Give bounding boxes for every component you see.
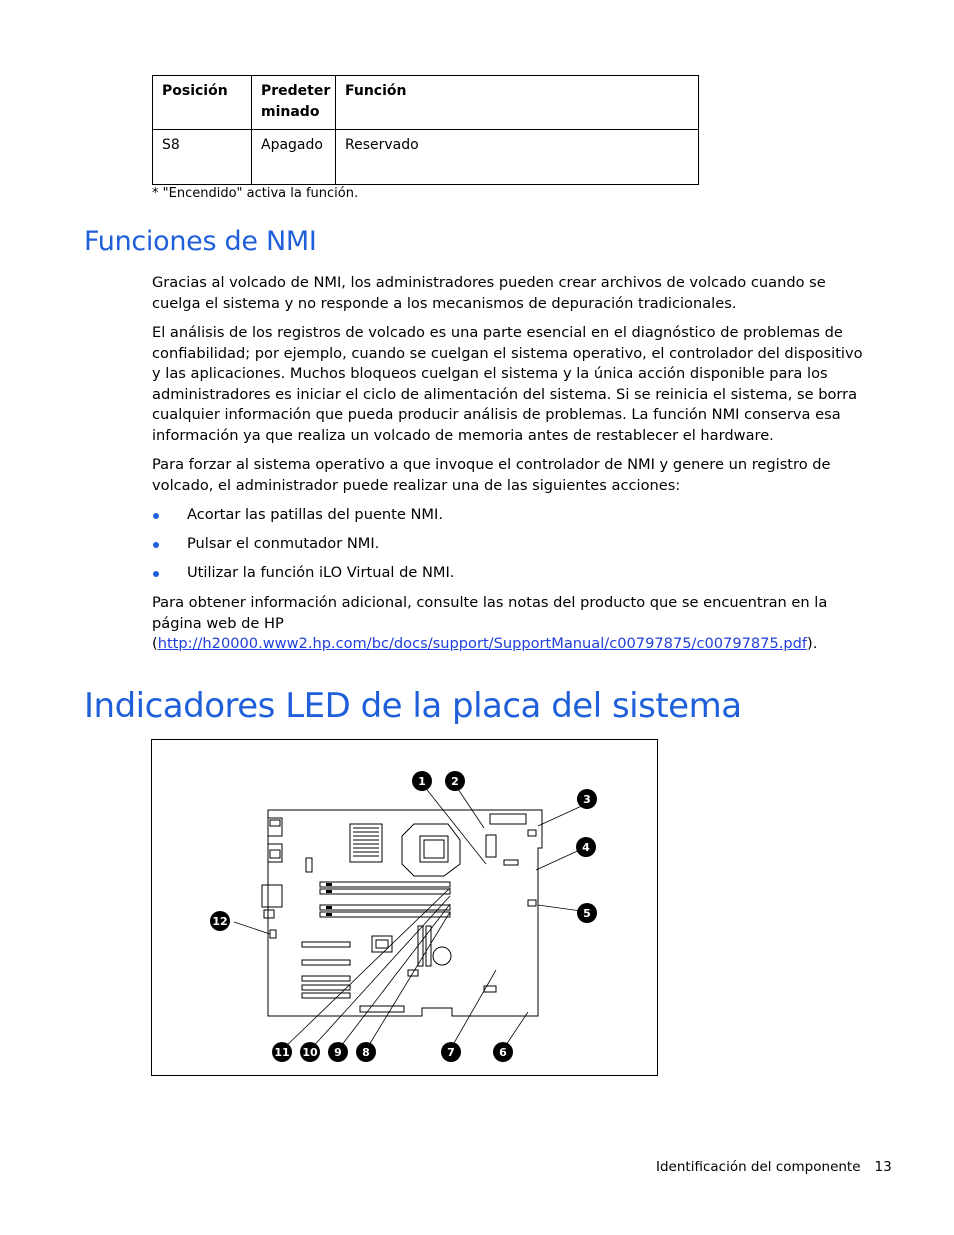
svg-text:6: 6 [499, 1046, 507, 1059]
more-info-suffix: ). [807, 635, 818, 653]
callout-8 [356, 1042, 376, 1062]
callout-12 [210, 911, 230, 931]
header-predeterminado [252, 76, 336, 130]
svg-text:8: 8 [362, 1046, 370, 1059]
list-item [152, 505, 454, 534]
svg-text:9: 9 [334, 1046, 342, 1059]
cell-predeterminado: Apagado [252, 130, 336, 185]
section-title-led: Indicadores LED de la placa del sistema [84, 686, 742, 726]
callout-10 [300, 1042, 320, 1062]
callout-11 [272, 1042, 292, 1062]
svg-text:2: 2 [451, 775, 459, 788]
table-row [153, 130, 699, 185]
svg-text:3: 3 [583, 793, 591, 806]
svg-text:1: 1 [418, 775, 426, 788]
svg-text:11: 11 [274, 1046, 290, 1059]
svg-text:4: 4 [582, 841, 590, 854]
callout-9 [328, 1042, 348, 1062]
table-footnote: * "Encendido" activa la función. [152, 186, 359, 201]
more-info-prefix: Para obtener información adicional, consulte las notas del producto que se encuentran en la página web de HP ( [152, 594, 828, 653]
callout-3 [577, 789, 597, 809]
list-item-text: Utilizar la función iLO Virtual de NMI. [187, 564, 455, 581]
callout-1 [412, 771, 432, 791]
header-predeterminado-text: Predeter minado [261, 83, 331, 120]
svg-text:5: 5 [583, 907, 591, 920]
callout-5 [577, 903, 597, 923]
bullet-icon [153, 542, 159, 548]
svg-text:10: 10 [302, 1046, 318, 1059]
header-posicion: Posición [153, 76, 252, 130]
svg-text:7: 7 [447, 1046, 455, 1059]
system-board-diagram [152, 740, 657, 1075]
list-item [152, 563, 454, 592]
footer-section: Identificación del componente [656, 1159, 861, 1175]
nmi-actions-list [152, 505, 454, 592]
callout-2 [445, 771, 465, 791]
list-item [152, 534, 454, 563]
section-title-nmi: Funciones de NMI [84, 226, 317, 257]
bullet-icon [153, 571, 159, 577]
cell-posicion: S8 [153, 130, 252, 185]
cell-funcion: Reservado [336, 130, 699, 185]
paragraph-nmi-actions: Para forzar al sistema operativo a que invoque el controlador de NMI y genere un registro de volcado, el administrador puede realizar una de las siguientes acciones: [152, 456, 831, 494]
bullet-icon [153, 513, 159, 519]
system-board-led-figure [151, 739, 658, 1076]
paragraph-nmi-intro: Gracias al volcado de NMI, los administradores pueden crear archivos de volcado cuando se cuelga el sistema y no responde a los mecanismos de depuración tradicionales. [152, 274, 826, 312]
svg-text:12: 12 [212, 915, 228, 928]
callout-7 [441, 1042, 461, 1062]
hp-manual-link[interactable]: http://h20000.www2.hp.com/bc/docs/support/SupportManual/c00797875/c00797875.pdf [157, 635, 808, 653]
page-footer [656, 1159, 892, 1175]
list-item-text: Pulsar el conmutador NMI. [187, 535, 380, 552]
paragraph-nmi-more-info [152, 593, 868, 655]
page-number: 13 [874, 1159, 892, 1175]
switch-settings-table [152, 75, 699, 185]
callout-6 [493, 1042, 513, 1062]
table-header-row [153, 76, 699, 130]
header-funcion: Función [336, 76, 699, 130]
list-item-text: Acortar las patillas del puente NMI. [187, 506, 443, 523]
paragraph-nmi-analysis: El análisis de los registros de volcado es una parte esencial en el diagnóstico de problemas de confiabilidad; por ejemplo, cuando se cuelgan el sistema operativo, el controlador del dispositivo y las aplicaciones. Muchos bloqueos cuelgan el sistema y la única acción disponible para los administradores es iniciar el ciclo de alimentación del sistema. Si se reinicia el sistema, se borra cualquier información que pueda producir análisis de problemas. La función NMI conserva esa información ya que realiza un volcado de memoria antes de restablecer el hardware. [152, 324, 863, 444]
callout-4 [576, 837, 596, 857]
